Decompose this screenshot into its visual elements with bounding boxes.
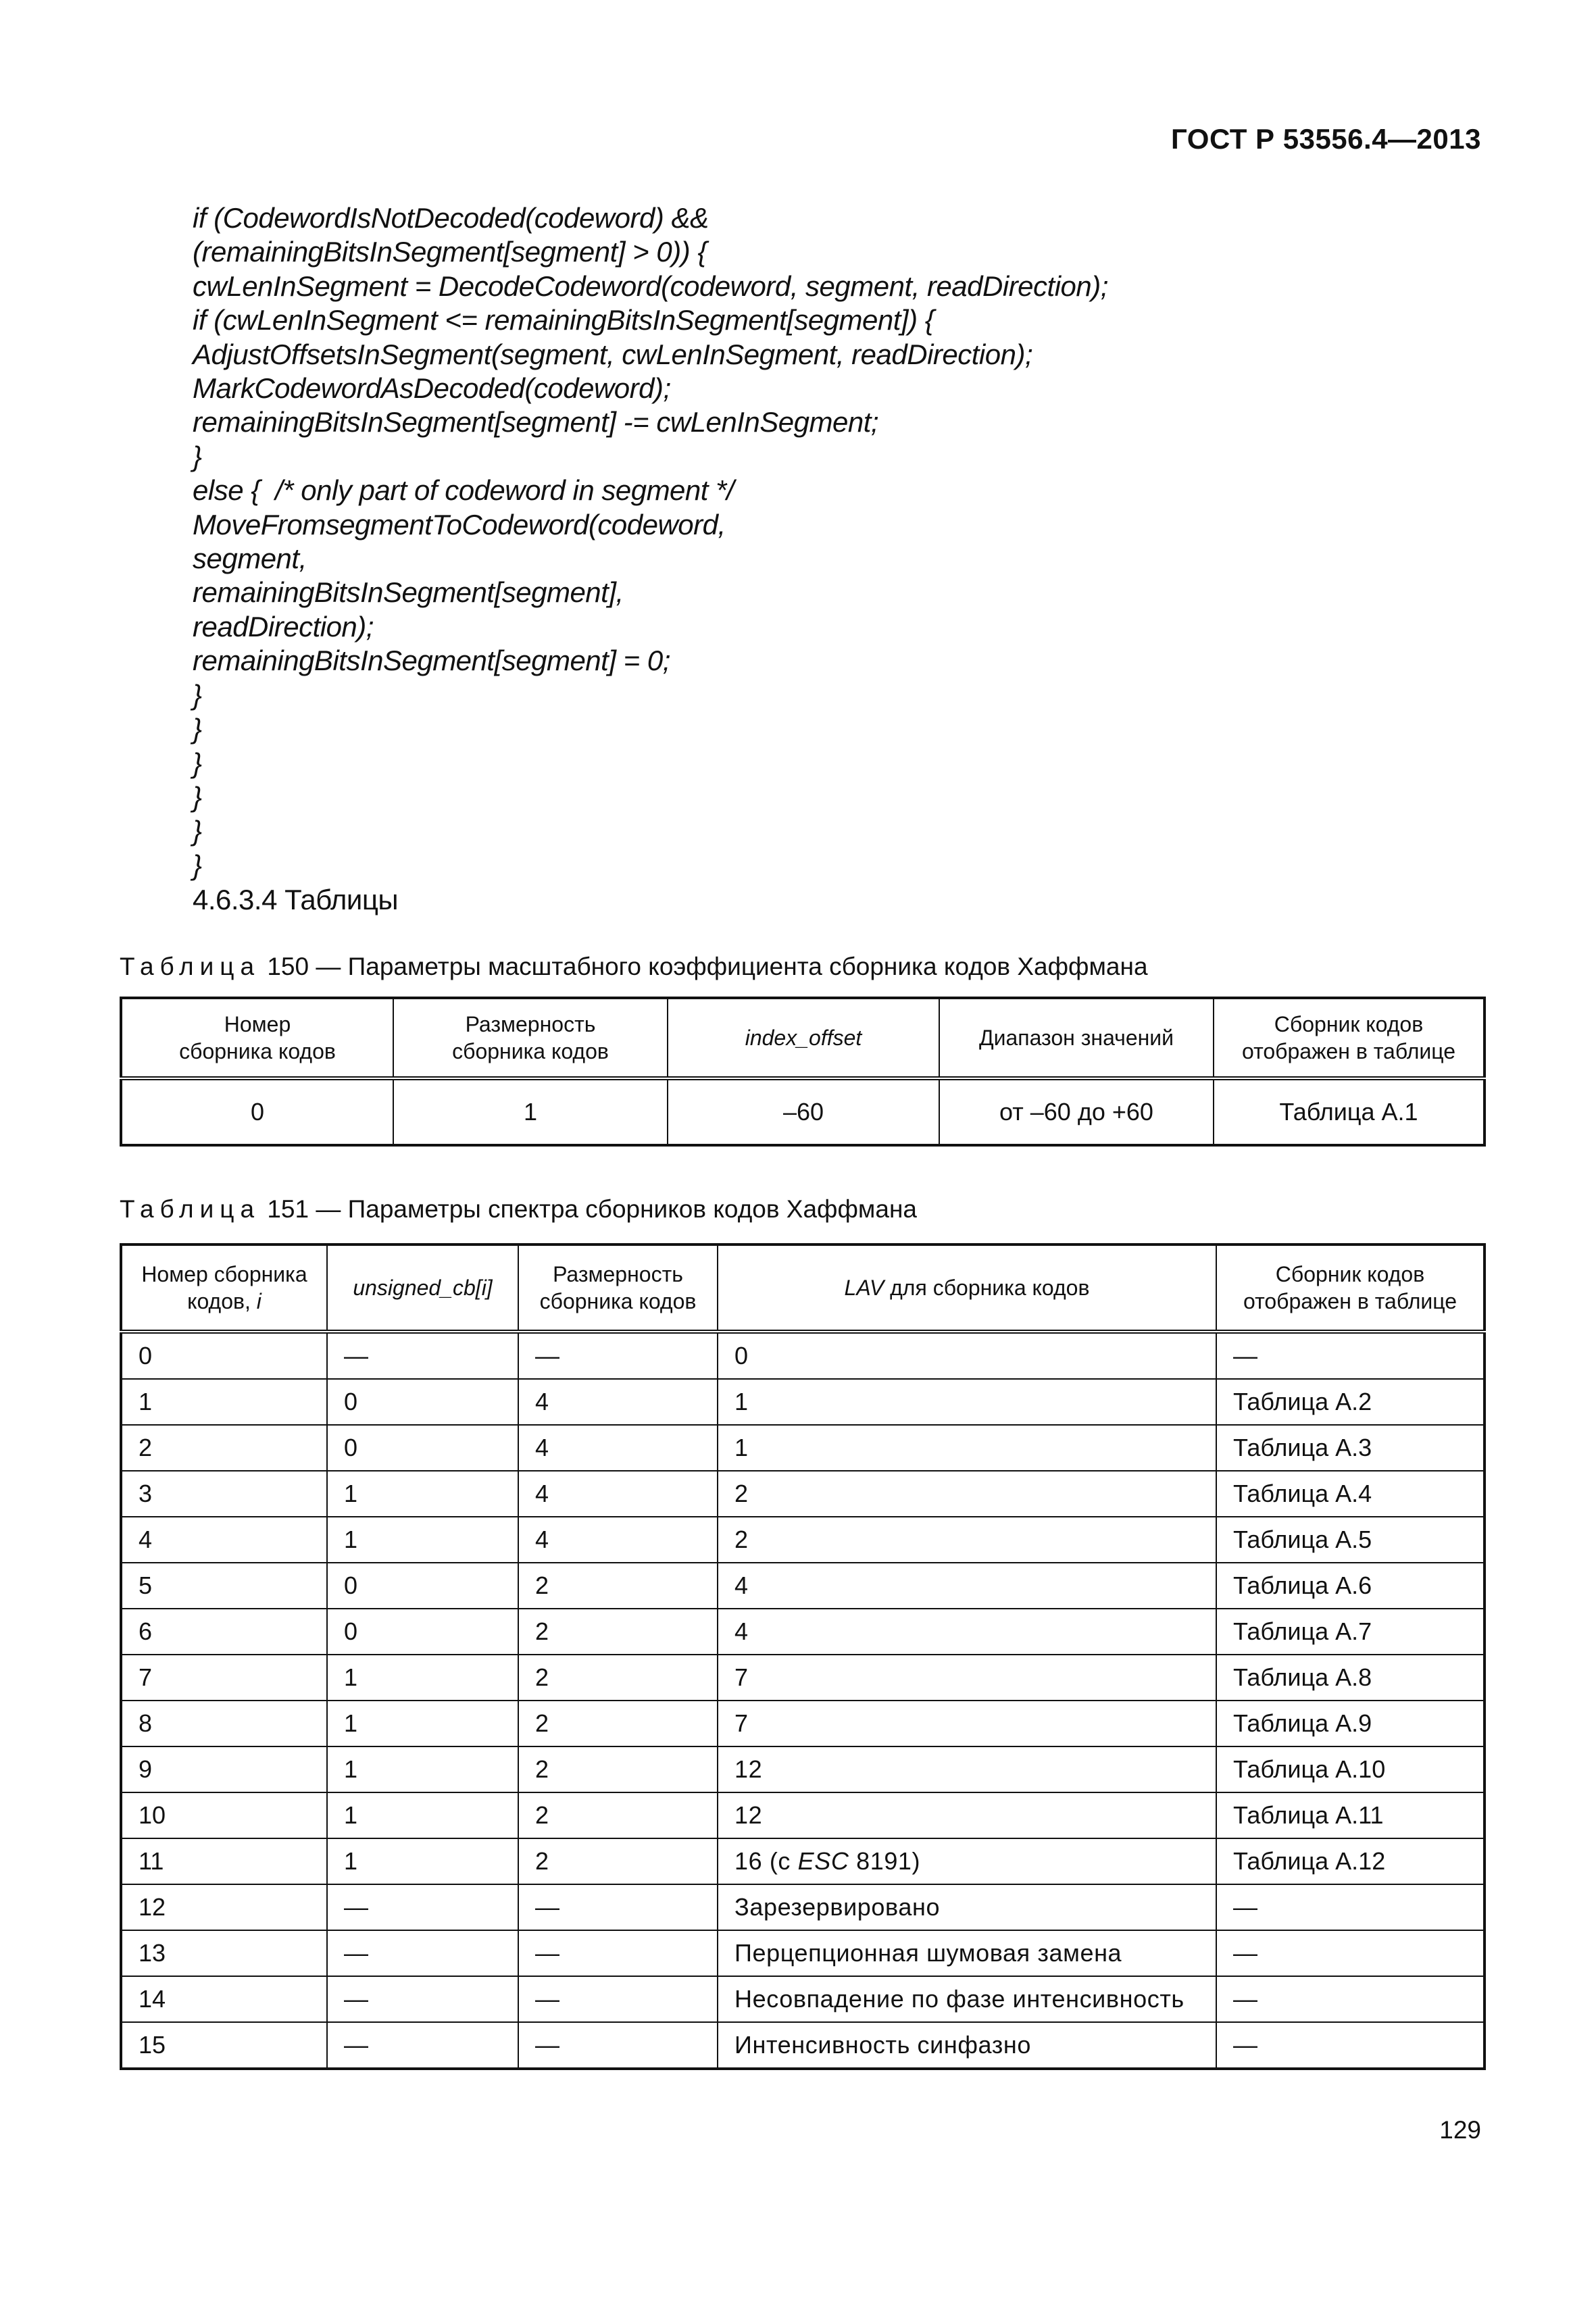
header-cell: LAV для сборника кодов xyxy=(718,1244,1216,1332)
code-line: segment, xyxy=(193,543,307,575)
table-cell: 2 xyxy=(518,1563,718,1609)
table-cell: 0 xyxy=(121,1332,327,1379)
table-row xyxy=(121,1701,1485,1746)
table-cell: 4 xyxy=(718,1563,1216,1609)
table-cell: Таблица А.2 xyxy=(1216,1379,1485,1425)
table-cell: 7 xyxy=(121,1655,327,1701)
table-cell: 10 xyxy=(121,1792,327,1838)
table-cell: Таблица А.12 xyxy=(1216,1838,1485,1884)
table-row xyxy=(121,2022,1485,2069)
table-cell: 0 xyxy=(327,1425,518,1471)
table-cell: от –60 до +60 xyxy=(939,1078,1214,1145)
table-cell: — xyxy=(1216,1976,1485,2022)
table-row xyxy=(121,1930,1485,1976)
code-line: } xyxy=(193,747,202,779)
code-line: } xyxy=(193,815,202,847)
table-row xyxy=(121,1976,1485,2022)
code-line: cwLenInSegment = DecodeCodeword(codeword, segment, readDirection); xyxy=(193,270,1108,302)
table-cell: — xyxy=(1216,1930,1485,1976)
table-cell: Таблица А.11 xyxy=(1216,1792,1485,1838)
code-line: remainingBitsInSegment[segment] -= cwLenInSegment; xyxy=(193,406,879,438)
table-cell: 15 xyxy=(121,2022,327,2069)
table-cell: — xyxy=(327,2022,518,2069)
table-cell: 1 xyxy=(327,1471,518,1517)
table-cell: 2 xyxy=(518,1746,718,1792)
table-cell: 4 xyxy=(518,1379,718,1425)
table-cell: 4 xyxy=(718,1609,1216,1655)
table-cell: 2 xyxy=(518,1609,718,1655)
table-151 xyxy=(120,1243,1486,2070)
caption-word: Таблица xyxy=(120,953,261,980)
code-line: } xyxy=(193,440,202,472)
table-cell: 4 xyxy=(518,1517,718,1563)
table-cell: 11 xyxy=(121,1838,327,1884)
table-cell: Таблица А.7 xyxy=(1216,1609,1485,1655)
table-cell: 0 xyxy=(718,1332,1216,1379)
table-cell: Несовпадение по фазе интенсивность xyxy=(718,1976,1216,2022)
code-line: } xyxy=(193,678,202,711)
section-title: 4.6.3.4 Таблицы xyxy=(193,884,399,915)
table-cell: — xyxy=(327,1884,518,1930)
table-cell: 1 xyxy=(327,1838,518,1884)
page-number: 129 xyxy=(1439,2116,1481,2144)
table-cell: 1 xyxy=(121,1379,327,1425)
table-cell: 1 xyxy=(327,1517,518,1563)
table-cell: — xyxy=(1216,1332,1485,1379)
table-cell: 1 xyxy=(718,1425,1216,1471)
table-cell: 2 xyxy=(518,1655,718,1701)
code-line: MoveFromsegmentToCodeword(codeword, xyxy=(193,508,726,540)
code-line: (remainingBitsInSegment[segment] > 0)) { xyxy=(193,236,707,268)
table-cell: 1 xyxy=(718,1379,1216,1425)
caption-word: Таблица xyxy=(120,1195,261,1223)
code-line: } xyxy=(193,713,202,745)
header-cell: index_offset xyxy=(668,998,939,1078)
code-line: AdjustOffsetsInSegment(segment, cwLenInSegment, readDirection); xyxy=(193,338,1033,370)
table-cell: — xyxy=(518,1332,718,1379)
table-cell: 2 xyxy=(518,1701,718,1746)
table-body xyxy=(121,1332,1485,2069)
table-cell: 1 xyxy=(327,1701,518,1746)
table-cell: 2 xyxy=(718,1471,1216,1517)
table-cell: — xyxy=(518,1976,718,2022)
table-cell: 12 xyxy=(718,1792,1216,1838)
table-row xyxy=(121,1609,1485,1655)
table-cell: — xyxy=(327,1976,518,2022)
table-header-row xyxy=(121,1244,1485,1332)
table-cell: 1 xyxy=(327,1746,518,1792)
caption-text: 151 — Параметры спектра сборников кодов Хаффмана xyxy=(267,1195,917,1223)
document-header: ГОСТ Р 53556.4—2013 xyxy=(1171,123,1481,155)
code-line: remainingBitsInSegment[segment], xyxy=(193,576,624,609)
table-row xyxy=(121,1746,1485,1792)
table-cell: 13 xyxy=(121,1930,327,1976)
table-cell: Таблица А.3 xyxy=(1216,1425,1485,1471)
table-row xyxy=(121,1379,1485,1425)
table-150-caption xyxy=(120,953,1148,981)
header-cell: Номер сборника кодов, i xyxy=(121,1244,327,1332)
table-cell: 0 xyxy=(327,1379,518,1425)
table-cell: Таблица А.9 xyxy=(1216,1701,1485,1746)
header-cell: Диапазон значений xyxy=(939,998,1214,1078)
table-cell: — xyxy=(327,1930,518,1976)
table-row xyxy=(121,1471,1485,1517)
table-row xyxy=(121,1792,1485,1838)
header-cell: Сборник кодов отображен в таблице xyxy=(1214,998,1485,1078)
header-cell: Сборник кодов отображен в таблице xyxy=(1216,1244,1485,1332)
table-cell: 4 xyxy=(518,1471,718,1517)
table-cell: Таблица А.6 xyxy=(1216,1563,1485,1609)
header-cell: Номер сборника кодов xyxy=(121,998,393,1078)
code-line: else { /* only part of codeword in segment */ xyxy=(193,474,734,507)
header-cell: unsigned_cb[i] xyxy=(327,1244,518,1332)
table-cell: 2 xyxy=(518,1838,718,1884)
table-cell: Таблица А.5 xyxy=(1216,1517,1485,1563)
table-cell: 1 xyxy=(393,1078,668,1145)
table-cell: Интенсивность синфазно xyxy=(718,2022,1216,2069)
caption-text: 150 — Параметры масштабного коэффициента сборника кодов Хаффмана xyxy=(267,953,1148,980)
code-line: } xyxy=(193,849,202,881)
table-row xyxy=(121,1838,1485,1884)
table-cell: 7 xyxy=(718,1701,1216,1746)
table-row xyxy=(121,1078,1485,1145)
table-cell: Таблица А.4 xyxy=(1216,1471,1485,1517)
table-cell: — xyxy=(1216,2022,1485,2069)
table-cell: 2 xyxy=(718,1517,1216,1563)
table-cell: 1 xyxy=(327,1792,518,1838)
table-cell: Зарезервировано xyxy=(718,1884,1216,1930)
code-line: MarkCodewordAsDecoded(codeword); xyxy=(193,372,671,405)
table-cell: Таблица А.8 xyxy=(1216,1655,1485,1701)
table-cell: 3 xyxy=(121,1471,327,1517)
code-line: readDirection); xyxy=(193,610,374,643)
table-cell: 2 xyxy=(518,1792,718,1838)
table-row xyxy=(121,1884,1485,1930)
table-row xyxy=(121,1655,1485,1701)
table-cell: — xyxy=(518,2022,718,2069)
table-cell: 4 xyxy=(121,1517,327,1563)
table-row xyxy=(121,1332,1485,1379)
table-cell: 7 xyxy=(718,1655,1216,1701)
table-cell: — xyxy=(518,1930,718,1976)
table-row xyxy=(121,1425,1485,1471)
table-151-caption xyxy=(120,1195,917,1224)
table-cell: 4 xyxy=(518,1425,718,1471)
table-cell: 12 xyxy=(121,1884,327,1930)
table-cell: 8 xyxy=(121,1701,327,1746)
code-line: remainingBitsInSegment[segment] = 0; xyxy=(193,645,670,677)
header-cell: Размерность сборника кодов xyxy=(518,1244,718,1332)
table-cell: 12 xyxy=(718,1746,1216,1792)
table-cell: Таблица А.1 xyxy=(1214,1078,1485,1145)
table-cell: 6 xyxy=(121,1609,327,1655)
code-line: if (cwLenInSegment <= remainingBitsInSegment[segment]) { xyxy=(193,304,934,336)
code-line: if (CodewordIsNotDecoded(codeword) && xyxy=(193,202,709,234)
code-listing xyxy=(193,201,1108,882)
table-150 xyxy=(120,997,1486,1147)
table-cell: –60 xyxy=(668,1078,939,1145)
table-cell: — xyxy=(518,1884,718,1930)
table-cell: — xyxy=(1216,1884,1485,1930)
header-cell: Размерность сборника кодов xyxy=(393,998,668,1078)
table-row xyxy=(121,1517,1485,1563)
table-cell: 0 xyxy=(327,1563,518,1609)
table-cell: 5 xyxy=(121,1563,327,1609)
table-cell: Перцепционная шумовая замена xyxy=(718,1930,1216,1976)
table-cell: 16 (с ESC 8191) xyxy=(718,1838,1216,1884)
table-cell: 1 xyxy=(327,1655,518,1701)
table-cell: 0 xyxy=(327,1609,518,1655)
code-line: } xyxy=(193,780,202,813)
table-header-row xyxy=(121,998,1485,1078)
table-cell: 0 xyxy=(121,1078,393,1145)
table-cell: Таблица А.10 xyxy=(1216,1746,1485,1792)
table-cell: — xyxy=(327,1332,518,1379)
table-cell: 9 xyxy=(121,1746,327,1792)
table-cell: 2 xyxy=(121,1425,327,1471)
table-cell: 14 xyxy=(121,1976,327,2022)
table-row xyxy=(121,1563,1485,1609)
